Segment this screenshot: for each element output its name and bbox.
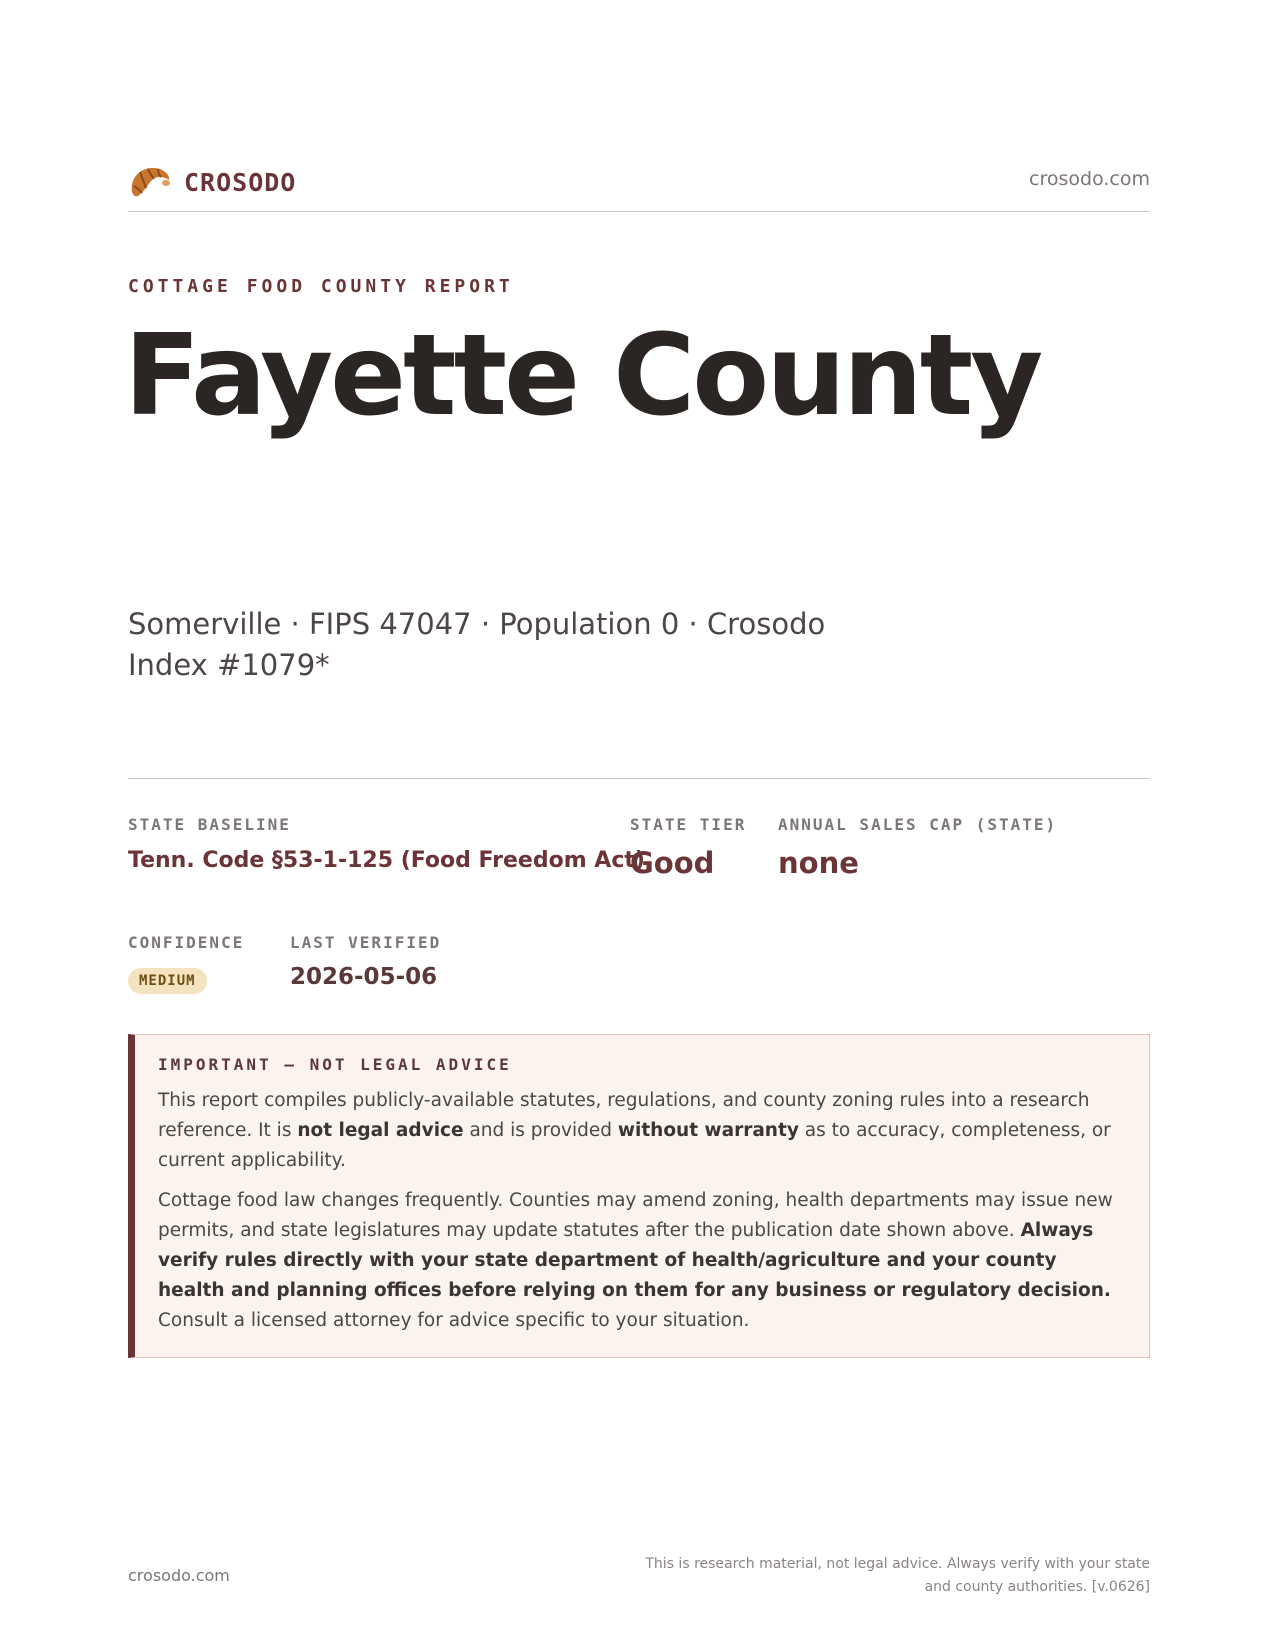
footer-disclaimer: This is research material, not legal advice. Always verify with your state and county authorities. [v.0626] [645, 1556, 1150, 1595]
notice-emphasis: not legal advice [297, 1120, 464, 1141]
footer-site-url[interactable]: crosodo.com [128, 1566, 230, 1585]
report-page [124, 0, 1150, 1650]
page-title: Fayette County [124, 311, 1041, 441]
last-verified-value: 2026-05-06 [290, 964, 438, 990]
notice-text: as to accuracy, completeness, or current applicability. [158, 1120, 1111, 1171]
sales-cap-value: none [778, 846, 859, 880]
confidence-badge: MEDIUM [128, 968, 207, 994]
notice-text: This report compiles publicly-available statutes, regulations, and county zoning rules into a research reference. It is [158, 1090, 1090, 1141]
report-eyebrow: COTTAGE FOOD COUNTY REPORT [128, 276, 514, 297]
notice-text: Cottage food law changes frequently. Counties may amend zoning, health departments may issue new permits, and state legislatures may update statutes after the publication date shown above. [158, 1190, 1113, 1241]
notice-text: and is provided [463, 1120, 618, 1141]
page-header [128, 160, 1150, 212]
state-tier-field [630, 815, 746, 880]
state-baseline-field [128, 815, 645, 873]
confidence-label: CONFIDENCE [128, 933, 245, 952]
brand-name: CROSODO [184, 167, 297, 197]
state-baseline-value: Tenn. Code §53-1-125 (Food Freedom Act) [128, 848, 645, 873]
last-verified-label: LAST VERIFIED [290, 933, 442, 952]
state-tier-value: Good [630, 846, 715, 880]
legal-notice [128, 1034, 1150, 1358]
state-baseline-label: STATE BASELINE [128, 815, 291, 834]
report-subtitle: Somerville · FIPS 47047 · Population 0 · Crosodo Index #1079* [128, 607, 826, 682]
notice-heading: IMPORTANT — NOT LEGAL ADVICE [158, 1055, 512, 1074]
site-url[interactable]: crosodo.com [1029, 168, 1150, 190]
sales-cap-field [778, 815, 1057, 880]
state-tier-label: STATE TIER [630, 815, 747, 834]
sales-cap-label: ANNUAL SALES CAP (STATE) [778, 815, 1058, 834]
notice-emphasis: Always verify rules directly with your state department of health/agriculture and your county health and planning offices before relying on them for any business or regulatory decision. [158, 1220, 1111, 1301]
last-verified-field [290, 933, 441, 990]
section-divider [128, 778, 1150, 779]
croissant-icon [128, 162, 172, 202]
notice-paragraph-1 [158, 1086, 1123, 1176]
notice-emphasis: without warranty [617, 1120, 799, 1141]
notice-text: Consult a licensed attorney for advice specific to your situation. [158, 1310, 750, 1331]
brand [128, 162, 296, 202]
confidence-field [128, 933, 244, 994]
notice-paragraph-2 [158, 1186, 1123, 1336]
